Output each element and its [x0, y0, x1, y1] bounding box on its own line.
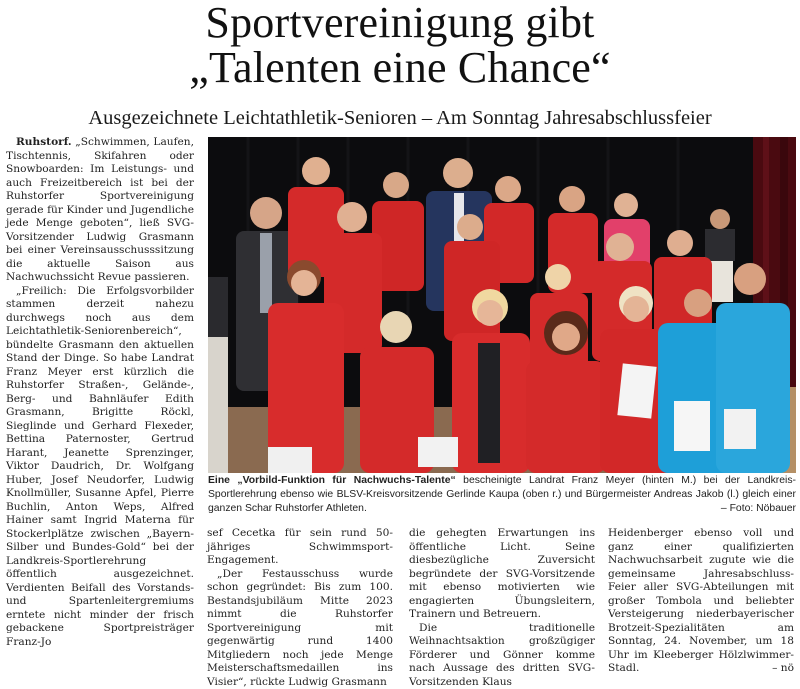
article-column-2 — [207, 527, 393, 689]
article-paragraph: Ruhstorf. „Schwimmen, Laufen, Tischtennis, Skifahren oder Snowboarden: Im Leistungs- und auch Freizeitbereich ist bei der Ruhstorfer Sportvereinigung gerade für Kinder und Jugendliche jede Menge geboten“, ließ SVG-Vorsitzender Ludwig Grasmann bei einer Vereinsausschusssitzung die aktuelle Saison aus Nachwuchssicht Revue passieren. — [6, 136, 194, 285]
group-photo-image — [208, 137, 796, 473]
photo-caption-text: bescheinigte Landrat Franz Meyer (hinten M.) bei der Landkreis-Sportlerehrung ebenso wie BLSV-Kreisvorsitzende Gerlinde Kaupa (oben r.) und Bürgermeister Andreas Jakob (l.) gleich einer ganzen Schar Ruhstorfer Athleten. — [208, 475, 796, 514]
headline-line-1: Sportvereinigung gibt — [0, 0, 800, 45]
article-paragraph: sef Cecetka für sein rund 50-jähriges Schwimmsport-Engagement. — [207, 527, 393, 568]
headline — [0, 0, 800, 90]
article-column-4 — [608, 527, 794, 676]
photo-caption-bold: Eine „Vorbild-Funktion für Nachwuchs-Talente“ — [208, 475, 456, 486]
article-paragraph: Die traditionelle Weihnachtsaktion großzügiger Förderer und Gönner komme nach Aussage des dritten SVG-Vorsitzenden Klaus — [409, 622, 595, 689]
photo-caption — [208, 474, 796, 516]
article-paragraph: Heidenberger ebenso voll und ganz einer qualifizierten Nachwuchsarbeit zugute wie die gemeinsame Jahresabschluss-Feier aller SVG-Abteilungen mit großer Tombola und beliebter Versteigerung niederbayerischer Brotzeit-Spezialitäten am Sonntag, 24. November, um 18 Uhr im Kleeberger Hölzlwimmer-Stadl. – nö — [608, 527, 794, 676]
author-mark: – nö — [772, 662, 794, 676]
dateline: Ruhstorf. — [16, 136, 72, 148]
subheadline: Ausgezeichnete Leichtathletik-Senioren – Am Sonntag Jahresabschlussfeier — [0, 105, 800, 131]
article-paragraph: „Freilich: Die Erfolgsvorbilder stammen derzeit nahezu durchwegs noch aus dem Leichtathletik-Seniorenbereich“, bündelte Grasmann den aktuellen Stand der Dinge. So habe Landrat Franz Meyer erst kürzlich die Ruhstorfer Straßen-, Gelände-, Berg- und Bahnläufer Edith Grasmann, Brigitte Röckl, Sieglinde und Gerhard Flexeder, Bettina Paternoster, Gertrud Harant, Jeanette Sprenzinger, Viktor Daudrich, Dr. Wolfgang Huber, Josef Neudorfer, Ludwig Knollmüller, Susanne Apfel, Pierre Buchlin, Anton Weps, Alfred Hainer samt Ingrid Materna für Stockerlplätze zwischen „Bayern-Silber und Bundes-Gold“ bei der Landkreis-Sportlerehrung öffentlich ausgezeichnet. Verdienten Beifall des Vorstands- und Spartenleitergremiums erntete nicht minder der frisch gebackene Sportpreisträger Franz-Jo — [6, 285, 194, 650]
article-paragraph: „Der Festausschuss wurde schon gegründet: Bis zum 100. Bestandsjubiläum Mitte 2023 nimmt die Ruhstorfer Sportvereinigung mit gegenwärtig rund 1400 Mitgliedern noch jede Menge Meisterschaftsmedaillen ins Visier“, rückte Ludwig Grasmann — [207, 568, 393, 689]
article-column-1 — [6, 136, 194, 649]
article-paragraph: die gehegten Erwartungen ins öffentliche Licht. Seine diesbezügliche Zuversicht begründete der SVG-Vorsitzende mit ebenso motivierten wie engagierten Übungsleitern, Trainern und Betreuern. — [409, 527, 595, 622]
group-photo — [208, 137, 796, 473]
photo-credit: – Foto: Nöbauer — [721, 502, 796, 516]
headline-line-2: „Talenten eine Chance“ — [0, 45, 800, 90]
article-column-3 — [409, 527, 595, 689]
